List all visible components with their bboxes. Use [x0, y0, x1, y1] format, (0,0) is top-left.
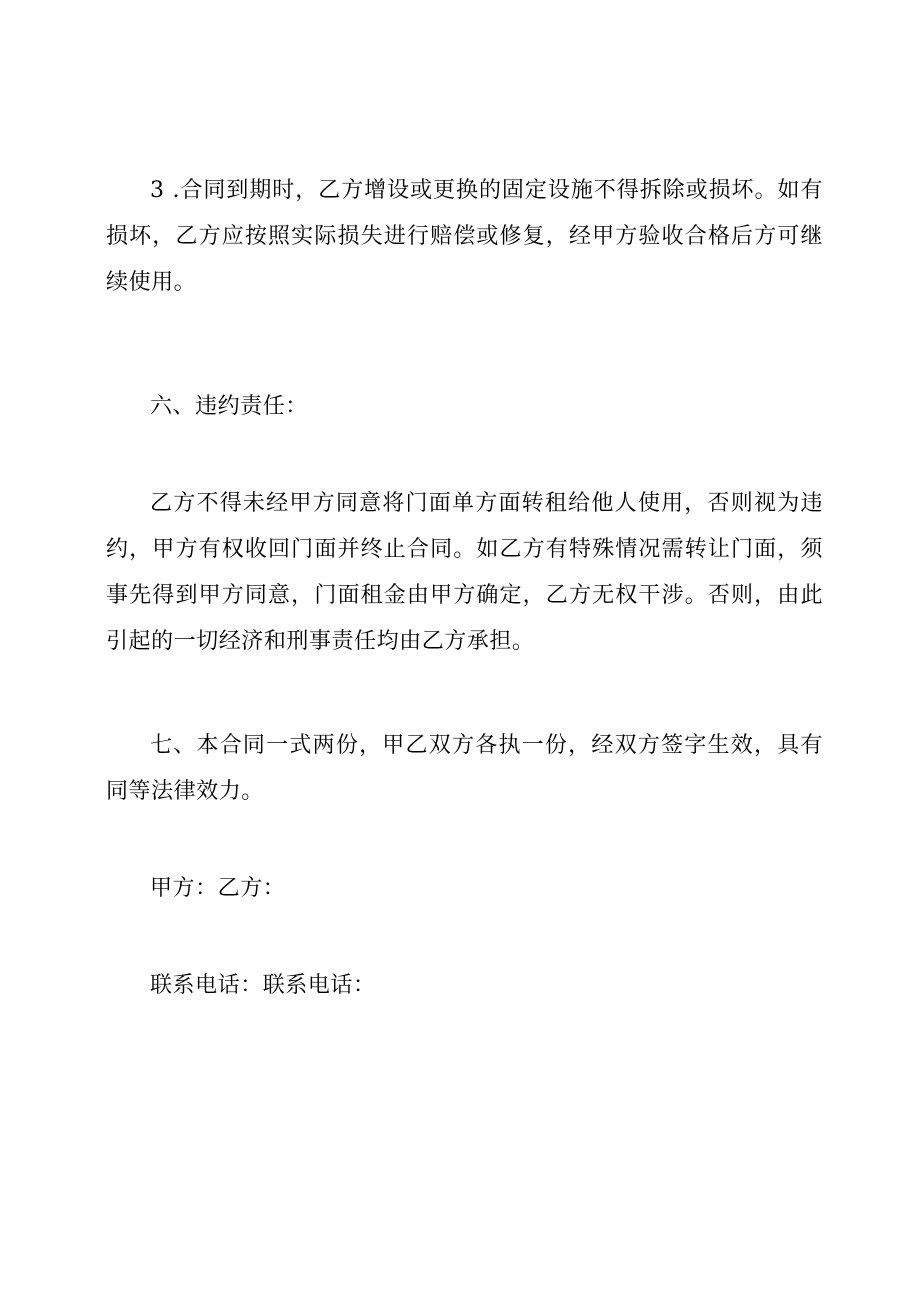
section-6-heading: 六、违约责任：: [150, 394, 308, 419]
signature-line: 甲方：乙方：: [150, 876, 286, 901]
clause-item-3: 3 .合同到期时，乙方增设或更换的固定设施不得拆除或损坏。如有损坏，乙方应按照实际损失进行赔偿或修复，经甲方验收合格后方可继续使用。: [106, 178, 823, 295]
phone-line: 联系电话：联系电话：: [150, 973, 376, 998]
section-6-body: 乙方不得未经甲方同意将门面单方面转租给他人使用，否则视为违约，甲方有权收回门面并终止合同。如乙方有特殊情况需转让门面，须事先得到甲方同意，门面租金由甲方确定，乙方无权干涉。否则，由此引起的一切经济和刑事责任均由乙方承担。: [106, 491, 823, 654]
section-7-clause: 七、本合同一式两份，甲乙双方各执一份，经双方签字生效，具有同等法律效力。: [106, 733, 823, 804]
